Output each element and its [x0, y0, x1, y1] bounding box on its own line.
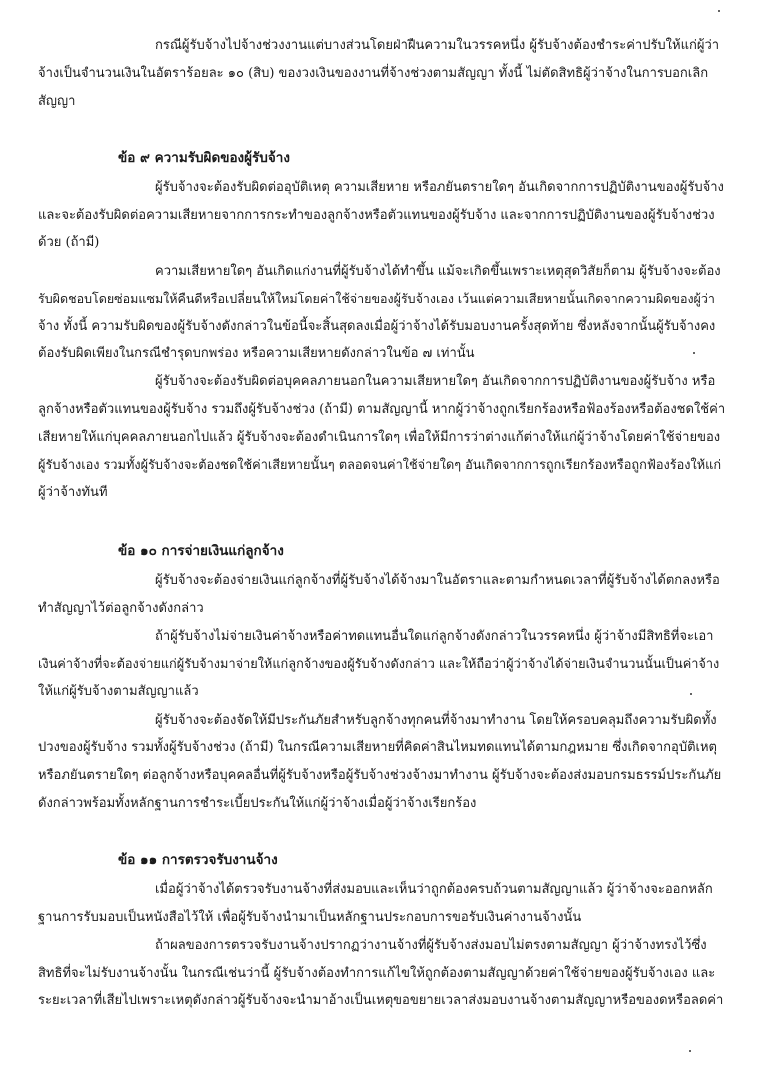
clause-11-line-3: ถ้าผลของการตรวจรับงานจ้างปรากฏว่างานจ้างที่ผู้รับจ้างส่งมอบไม่ตรงตามสัญญา ผู้ว่าจ้างทรงไว้ซึ่ง	[155, 938, 707, 953]
clause-10-line-7: ปวงของผู้รับจ้าง รวมทั้งผู้รับจ้างช่วง (ถ้ามี) ในกรณีความเสียหายที่คิดค่าสินไหมทดแทนได้ตามกฎหมาย ซึ่งเกิดจากอุบัติเหตุ	[38, 740, 717, 755]
clause-9-line-12: ผู้ว่าจ้างทันที	[38, 485, 108, 500]
clause-11-line-1: เมื่อผู้ว่าจ้างได้ตรวจรับงานจ้างที่ส่งมอบและเห็นว่าถูกต้องครบถ้วนตามสัญญาแล้ว ผู้ว่าจ้างจะออกหลัก	[155, 882, 713, 897]
clause-9-heading: ข้อ ๙ ความรับผิดของผู้รับจ้าง	[118, 150, 290, 166]
clause-11-line-2: ฐานการรับมอบเป็นหนังสือไว้ให้ เพื่อผู้รับจ้างนำมาเป็นหลักฐานประกอบการขอรับเงินค่างานจ้างนั้น	[38, 910, 582, 925]
clause-10-line-8: หรือภยันตรายใดๆ ต่อลูกจ้างหรือบุคคลอื่นที่ผู้รับจ้างหรือผู้รับจ้างช่วงจ้างมาทำงาน ผู้รับจ้างจะต้องส่งมอบกรมธรรม์ประกันภัย	[38, 768, 722, 783]
clause-9-line-3: ด้วย (ถ้ามี)	[38, 235, 100, 250]
clause-9-line-6: จ้าง ทั้งนี้ ความรับผิดของผู้รับจ้างดังกล่าวในข้อนี้จะสิ้นสุดลงเมื่อผู้ว่าจ้างได้รับมอบงานครั้งสุดท้าย ซึ่งหลังจากนั้นผู้รับจ้างคง	[38, 319, 716, 334]
clause-11-line-4: สิทธิที่จะไม่รับงานจ้างนั้น ในกรณีเช่นว่านี้ ผู้รับจ้างต้องทำการแก้ไขให้ถูกต้องตามสัญญาด้วยค่าใช้จ่ายของผู้รับจ้างเอง และ	[38, 966, 716, 981]
scan-speck	[690, 693, 692, 695]
clause-9-line-10: เสียหายให้แก่บุคคลภายนอกไปแล้ว ผู้รับจ้างจะต้องดำเนินการใดๆ เพื่อให้มีการว่าต่างแก้ต่างให้แก่ผู้ว่าจ้างโดยค่าใช้จ่ายของ	[38, 430, 721, 445]
intro-line-1: กรณีผู้รับจ้างไปจ้างช่วงงานแต่บางส่วนโดยฝ่าฝืนความในวรรคหนึ่ง ผู้รับจ้างต้องชำระค่าปรับให้แก่ผู้ว่า	[155, 38, 720, 53]
intro-line-2: จ้างเป็นจำนวนเงินในอัตราร้อยละ ๑๐ (สิบ) ของวงเงินของงานที่จ้างช่วงตามสัญญา ทั้งนี้ ไม่ตัดสิทธิผู้ว่าจ้างในการบอกเลิก	[38, 66, 709, 81]
clause-9-line-2: และจะต้องรับผิดต่อความเสียหายจากการกระทำของลูกจ้างหรือตัวแทนของผู้รับจ้าง และจากการปฏิบัติงานของผู้รับจ้างช่วง	[38, 208, 715, 223]
clause-9-line-9: ลูกจ้างหรือตัวแทนของผู้รับจ้าง รวมถึงผู้รับจ้างช่วง (ถ้ามี) ตามสัญญานี้ หากผู้ว่าจ้างถูกเรียกร้องหรือฟ้องร้องหรือต้องชดใช้ค่า	[38, 402, 726, 417]
clause-9-line-4: ความเสียหายใดๆ อันเกิดแก่งานที่ผู้รับจ้างได้ทำขึ้น แม้จะเกิดขึ้นเพราะเหตุสุดวิสัยก็ตาม ผู้รับจ้างจะต้อง	[155, 264, 721, 279]
scan-speck	[693, 352, 695, 354]
clause-10-line-5: ให้แก่ผู้รับจ้างตามสัญญาแล้ว	[38, 684, 199, 699]
clause-10-line-2: ทำสัญญาไว้ต่อลูกจ้างดังกล่าว	[38, 601, 204, 616]
intro-line-3: สัญญา	[38, 94, 76, 109]
clause-9-line-11: ผู้รับจ้างเอง รวมทั้งผู้รับจ้างจะต้องชดใช้ค่าเสียหายนั้นๆ ตลอดจนค่าใช้จ่ายใดๆ อันเกิดจากการถูกเรียกร้องหรือถูกฟ้องร้องให้แก่	[38, 458, 722, 473]
clause-10-heading: ข้อ ๑๐ การจ่ายเงินแก่ลูกจ้าง	[118, 543, 284, 559]
clause-10-line-1: ผู้รับจ้างจะต้องจ่ายเงินแก่ลูกจ้างที่ผู้รับจ้างได้จ้างมาในอัตราและตามกำหนดเวลาที่ผู้รับจ้างได้ตกลงหรือ	[155, 573, 720, 588]
clause-11-line-5: ระยะเวลาที่เสียไปเพราะเหตุดังกล่าวผู้รับจ้างจะนำมาอ้างเป็นเหตุขอขยายเวลาส่งมอบงานจ้างตามสัญญาหรือของดหรือลดค่า	[38, 993, 724, 1008]
scan-speck	[718, 10, 720, 12]
scan-speck	[689, 1050, 691, 1052]
clause-10-line-4: เงินค่าจ้างที่จะต้องจ่ายแก่ผู้รับจ้างมาจ่ายให้แก่ลูกจ้างของผู้รับจ้างดังกล่าว และให้ถือว่าผู้ว่าจ้างได้จ่ายเงินจำนวนนั้นเป็นค่าจ้าง	[38, 657, 720, 672]
clause-9-line-1: ผู้รับจ้างจะต้องรับผิดต่ออุบัติเหตุ ความเสียหาย หรือภยันตรายใดๆ อันเกิดจากการปฏิบัติงานของผู้รับจ้าง	[155, 180, 724, 195]
clause-10-line-9: ดังกล่าวพร้อมทั้งหลักฐานการชำระเบี้ยประกันให้แก่ผู้ว่าจ้างเมื่อผู้ว่าจ้างเรียกร้อง	[38, 796, 477, 811]
clause-10-line-6: ผู้รับจ้างจะต้องจัดให้มีประกันภัยสำหรับลูกจ้างทุกคนที่จ้างมาทำงาน โดยให้ครอบคลุมถึงความรับผิดทั้ง	[155, 713, 717, 728]
clause-9-line-7: ต้องรับผิดเพียงในกรณีชำรุดบกพร่อง หรือความเสียหายดังกล่าวในข้อ ๗ เท่านั้น	[38, 346, 475, 361]
clause-11-heading: ข้อ ๑๑ การตรวจรับงานจ้าง	[118, 852, 278, 868]
clause-9-line-8: ผู้รับจ้างจะต้องรับผิดต่อบุคคลภายนอกในความเสียหายใดๆ อันเกิดจากการปฏิบัติงานของผู้รับจ้าง หรือ	[155, 374, 716, 389]
clause-10-line-3: ถ้าผู้รับจ้างไม่จ่ายเงินค่าจ้างหรือค่าทดแทนอื่นใดแก่ลูกจ้างดังกล่าวในวรรคหนึ่ง ผู้ว่าจ้างมีสิทธิที่จะเอา	[155, 629, 714, 644]
clause-9-line-5: รับผิดชอบโดยซ่อมแซมให้คืนดีหรือเปลี่ยนให้ใหม่โดยค่าใช้จ่ายของผู้รับจ้างเอง เว้นแต่ความเสียหายนั้นเกิดจากความผิดของผู้ว่า	[38, 291, 715, 306]
